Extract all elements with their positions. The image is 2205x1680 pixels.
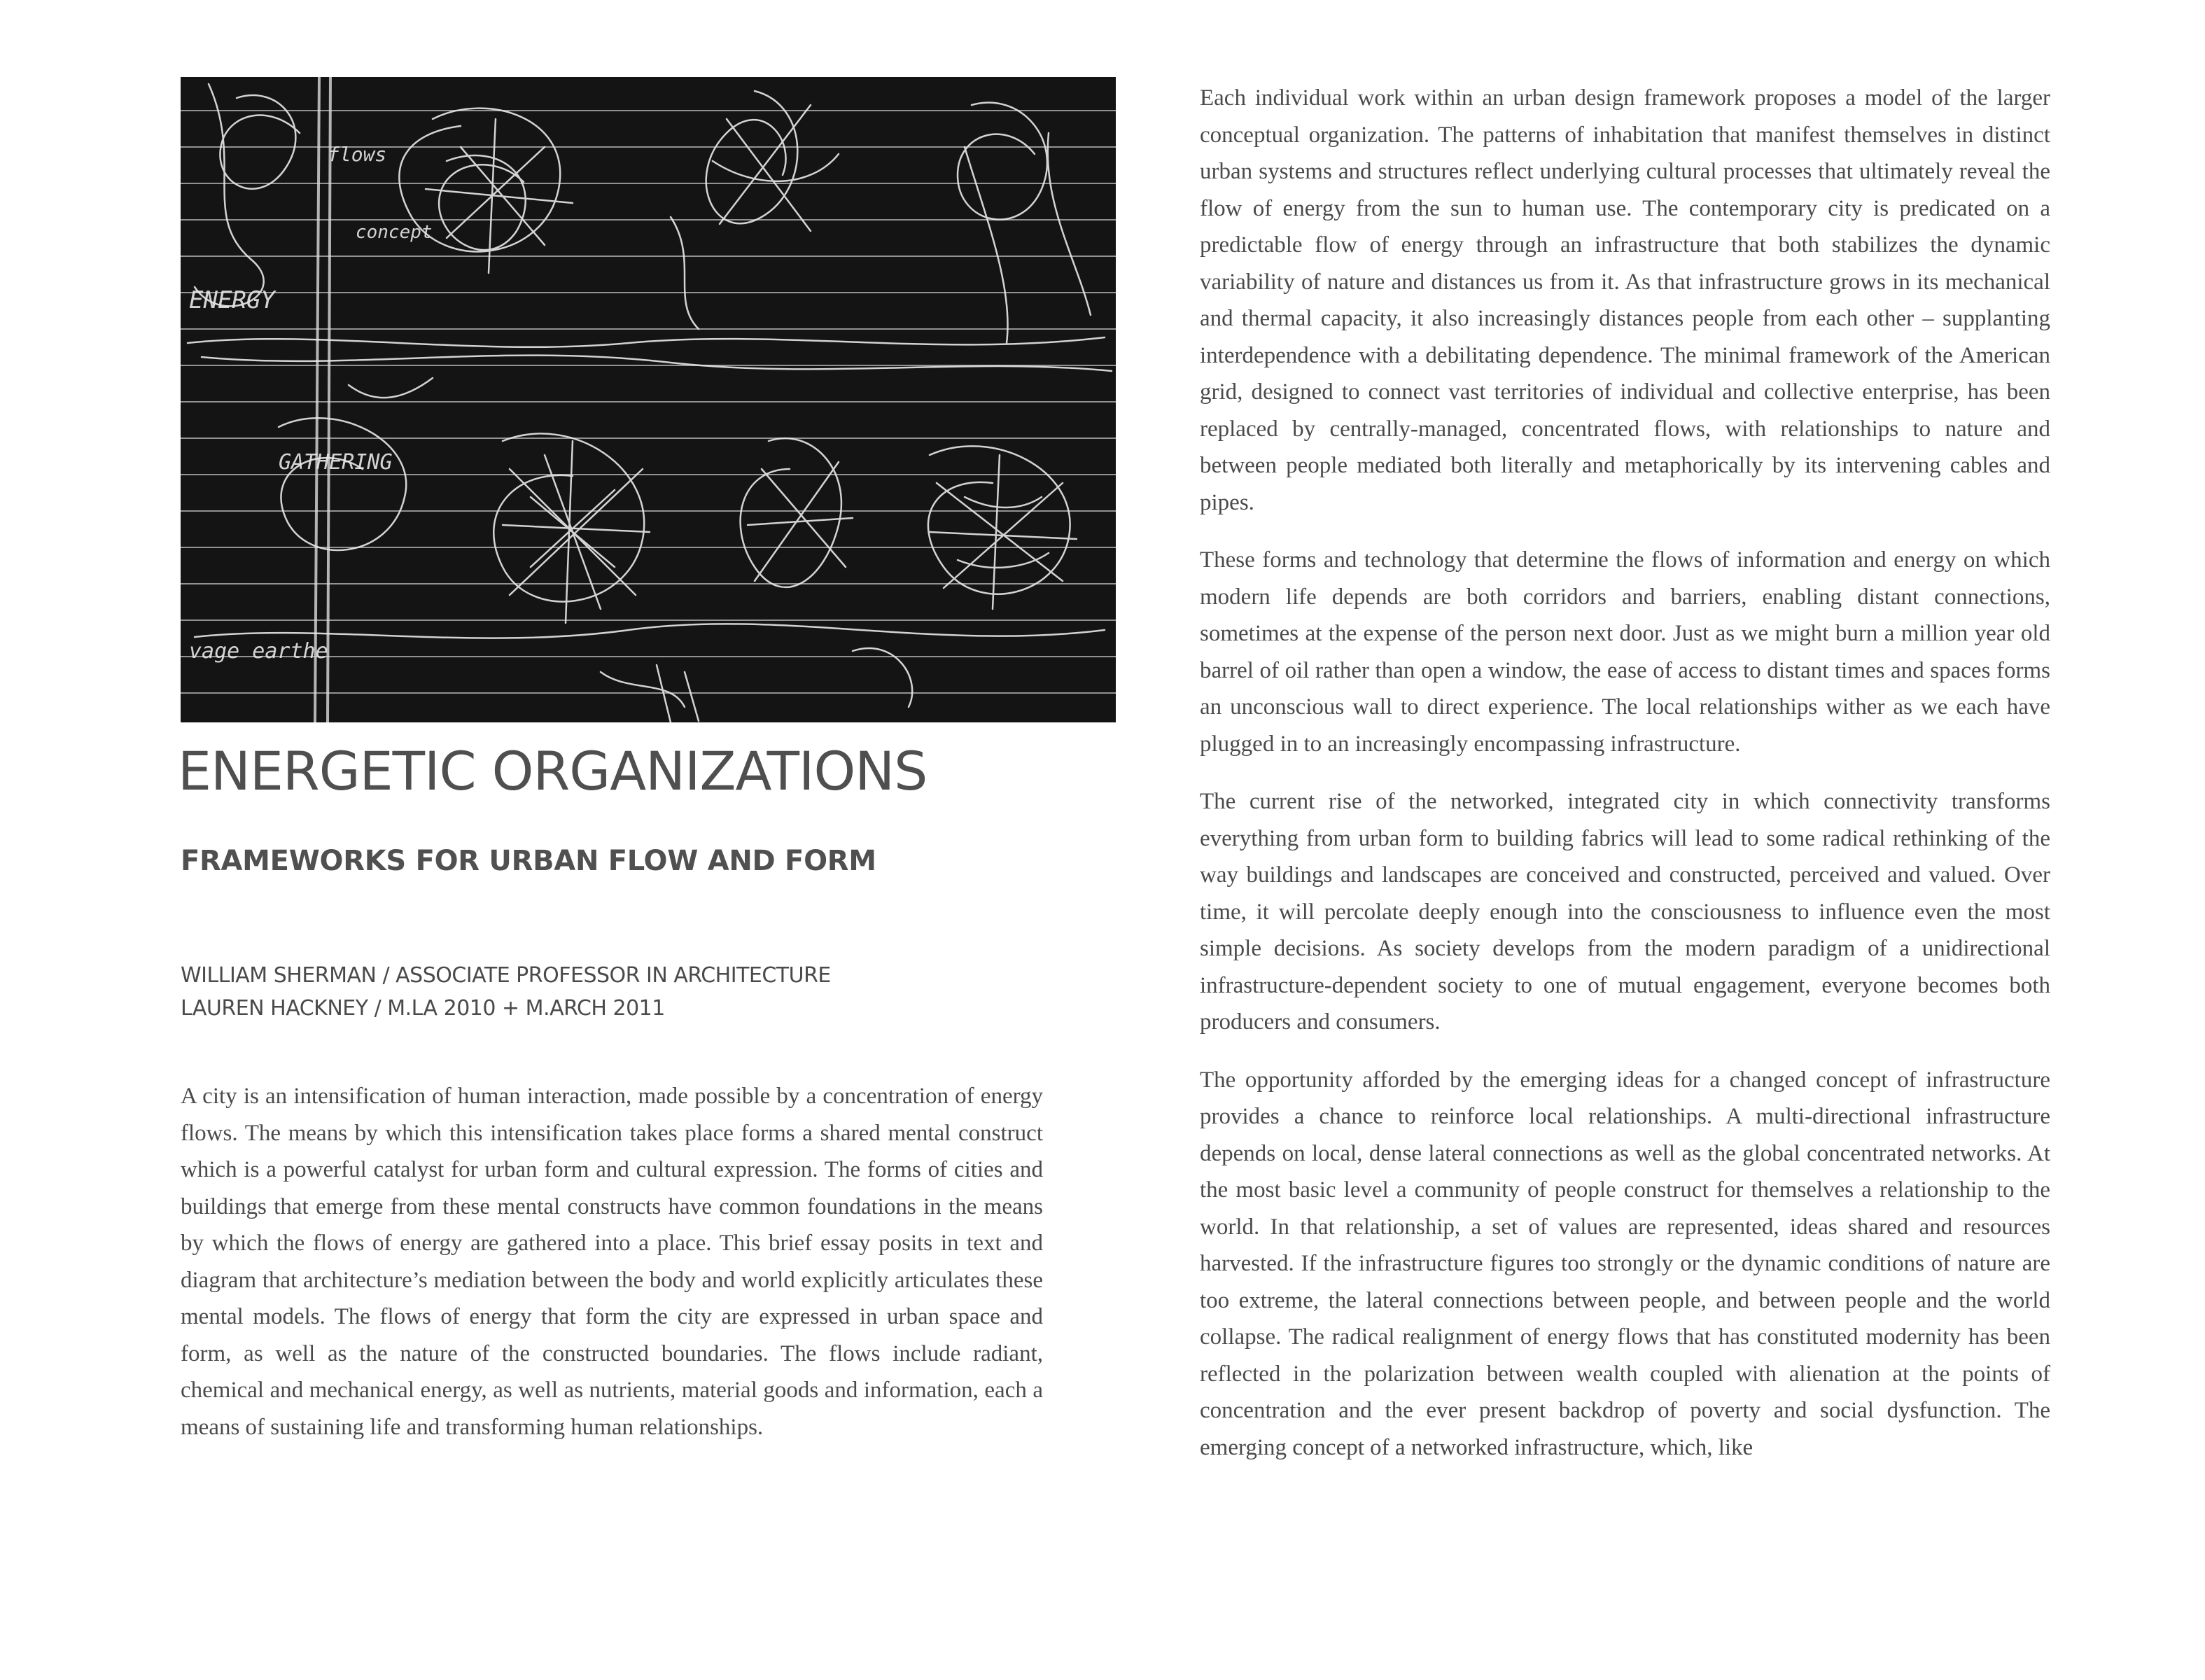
page-title: ENERGETIC ORGANIZATIONS (178, 740, 927, 802)
sketch-drawing (181, 77, 1116, 722)
sketch-label-flows: flows (328, 143, 387, 166)
sketch-label-concept: concept (356, 222, 433, 243)
left-column (178, 77, 1116, 1446)
author-line: WILLIAM SHERMAN / ASSOCIATE PROFESSOR IN ARCHITECTURE (181, 963, 831, 988)
body-paragraph: The current rise of the networked, integrated city in which connectivity transforms everything from urban form to building fabrics will lead to some radical rethinking of the way buildings and landscapes are conceived and constructed, perceived and valued. Over time, it will percolate deeply enough into the consciousness to influence even the most simple decisions. As society develops from the modern paradigm of a unidirectional infrastructure-dependent society to one of mutual engagement, everyone becomes both producers and consumers. (1200, 789, 2050, 1035)
sketch-label-gathering: GATHERING (279, 450, 393, 475)
sketch-label-earth: vage earthe (189, 639, 328, 664)
sketch-label-energy: ENERGY (189, 286, 275, 314)
body-paragraph: These forms and technology that determine the flows of information and energy on which modern life depends are both corridors and barriers, enabling distant connections, sometimes at the expense of the person next door. Just as we might burn a million year old barrel of oil rather than open a window, the ease of access to distant times and spaces forms an unconscious wall to direct experience. The local relationships wither as we each have plugged in to an increasingly encompassing infrastructure. (1200, 547, 2050, 757)
body-paragraph: The opportunity afforded by the emerging ideas for a changed concept of infrastructure provides a chance to reinforce local relationships. A multi-directional infrastructure depends on local, dense lateral connections as well as the global concentrated networks. At the most basic level a community of people construct for themselves a relationship to the world. In that relationship, a set of values are represented, ideas shared and resources harvested. If the infrastructure figures too strongly or the dynamic conditions of nature are too extreme, the lateral connections between people, and between people and the world collapse. The radical realignment of energy flows that has constituted modernity has been reflected in the polarization between wealth coupled with alienation at the points of concentration and the ever present backdrop of poverty and social dysfunction. The emerging concept of a networked infrastructure, which, like (1200, 1067, 2050, 1460)
right-column (1200, 80, 2050, 1487)
intro-paragraph: A city is an intensification of human interaction, made possible by a concentration of energy flows. The means by which this intensification takes place forms a shared mental construct which is a powerful catalyst for urban form and cultural expression. The forms of cities and buildings that emerge from these mental constructs have common foundations in the means by which the flows of energy are gathered into a place. This brief essay posits in text and diagram that architecture’s mediation between the body and world explicitly articulates these mental models. The flows of energy that form the city are expressed in urban space and form, as well as the nature of the constructed boundaries. The flows include radiant, chemical and mechanical energy, as well as nutrients, material goods and information, each a means of sustaining life and transforming human relationships. (181, 1084, 1043, 1440)
body-paragraph: Each individual work within an urban design framework proposes a model of the larger conceptual organization. The patterns of inhabitation that manifest themselves in distinct urban systems and structures reflect underlying cultural processes that ultimately reveal the flow of energy from the sun to human use. The contemporary city is predicated on a predictable flow of energy through an infrastructure that both stabilizes the dynamic variability of nature and distances us from it. As that infrastructure grows in its mechanical and thermal capacity, it also increasingly distances people from each other – supplanting interdependence with a debilitating dependence. The minimal framework of the American grid, designed to connect vast territories of individual and collective enterprise, has been replaced by centrally-managed, concentrated flows, with relationships to nature and between people mediated both literally and metaphorically by its intervening cables and pipes. (1200, 85, 2050, 515)
author-line: LAUREN HACKNEY / M.LA 2010 + M.ARCH 2011 (181, 996, 665, 1021)
page-subtitle: FRAMEWORKS FOR URBAN FLOW AND FORM (181, 845, 876, 877)
sketch-figure (181, 77, 1116, 722)
author-list (181, 959, 1116, 1025)
